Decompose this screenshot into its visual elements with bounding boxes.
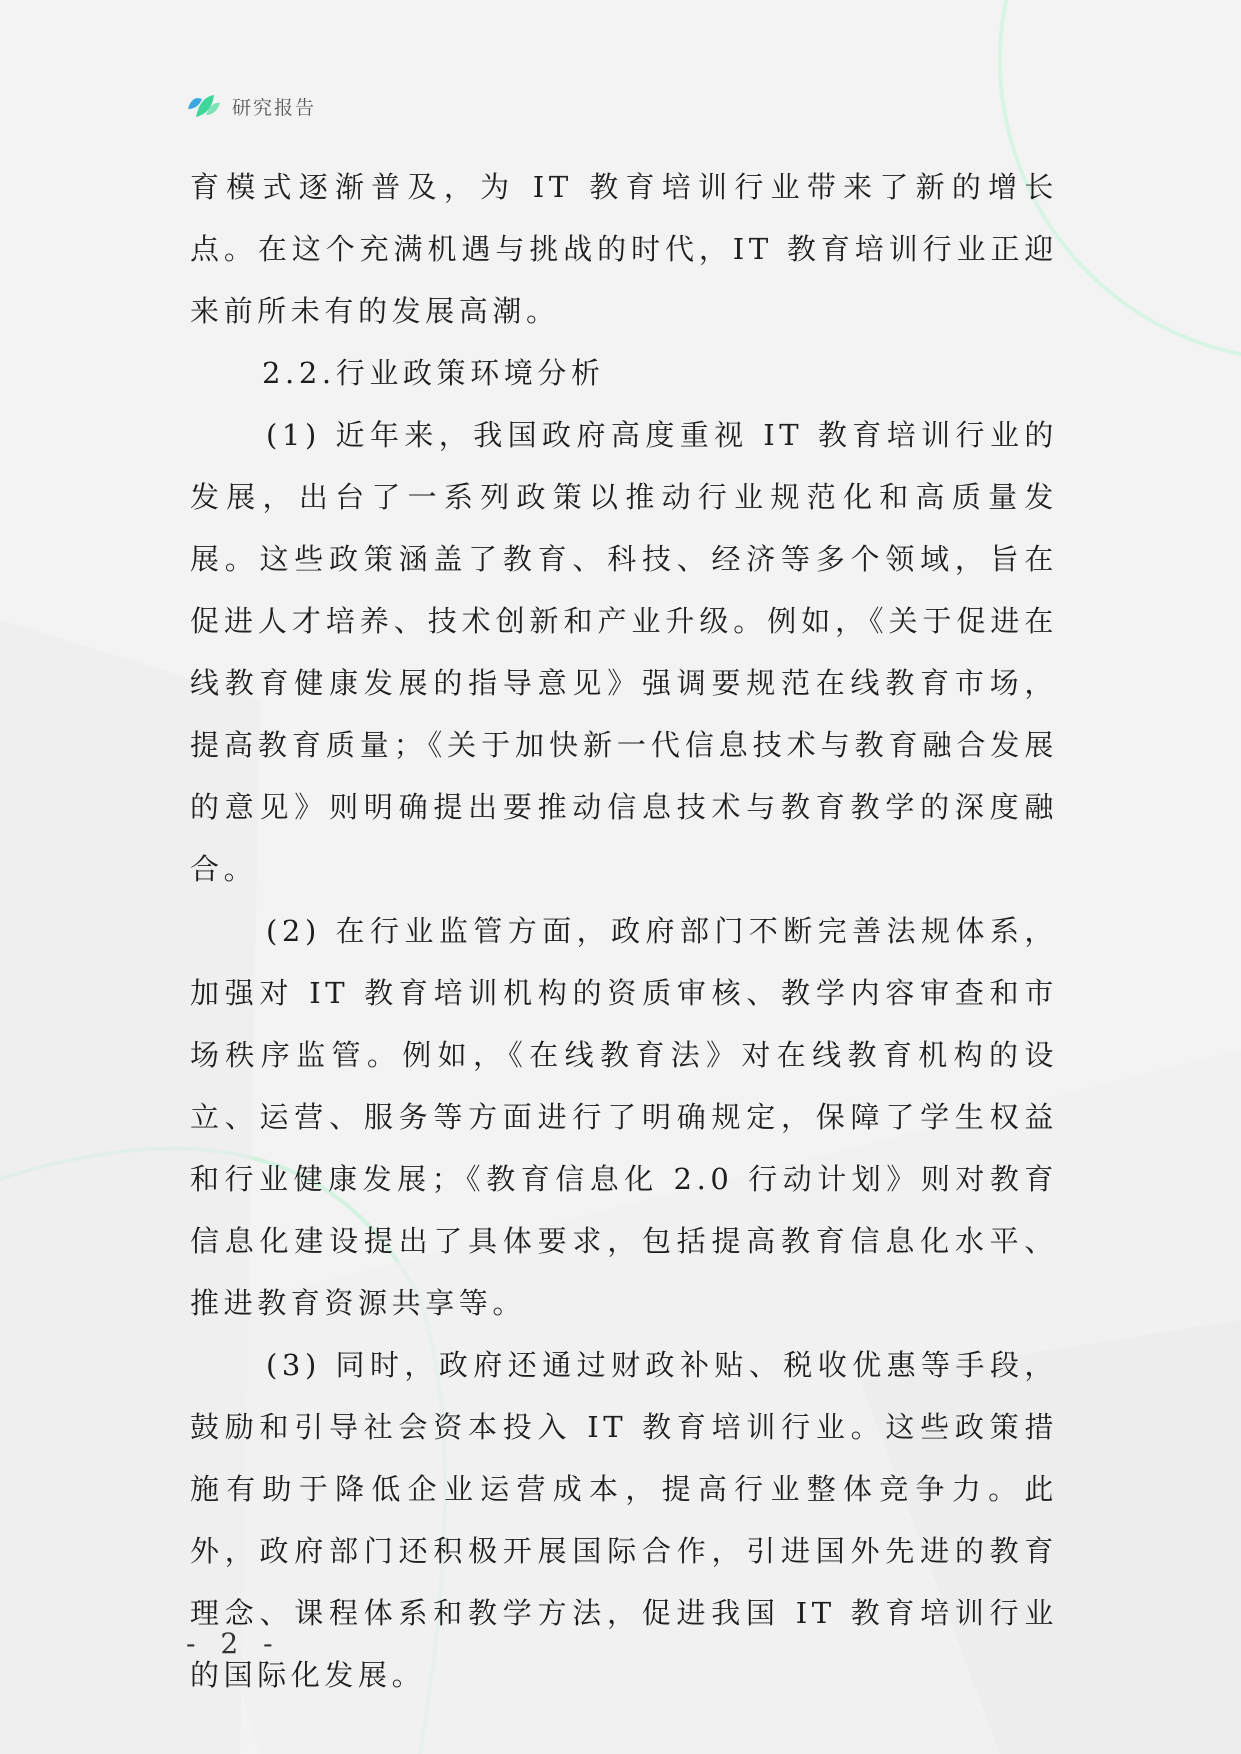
continuation-paragraph: 育模式逐渐普及，为 IT 教育培训行业带来了新的增长点。在这个充满机遇与挑战的时代，IT 教育培训行业正迎来前所未有的发展高潮。 (190, 170, 1058, 328)
report-header-title: 研究报告 (232, 96, 317, 119)
paragraph-3: (3) 同时，政府还通过财政补贴、税收优惠等手段，鼓励和引导社会资本投入 IT 教育培训行业。这些政策措施有助于降低企业运营成本，提高行业整体竞争力。此外，政府部门还积极开展国际合作，引进国外先进的教育理念、课程体系和教学方法，促进我国 IT 教育培训行业的国际化发展。 (190, 1348, 1058, 1692)
document-body (190, 156, 1058, 1706)
brand-leaf-logo-icon (186, 91, 222, 121)
section-heading: 2.2.行业政策环境分析 (262, 356, 605, 390)
paragraph-1: (1) 近年来，我国政府高度重视 IT 教育培训行业的发展，出台了一系列政策以推动行业规范化和高质量发展。这些政策涵盖了教育、科技、经济等多个领域，旨在促进人才培养、技术创新和产业升级。例如，《关于促进在线教育健康发展的指导意见》强调要规范在线教育市场，提高教育质量；《关于加快新一代信息技术与教育融合发展的意见》则明确提出要推动信息技术与教育教学的深度融合。 (190, 418, 1058, 886)
report-header (186, 88, 316, 124)
paragraph-2: (2) 在行业监管方面，政府部门不断完善法规体系，加强对 IT 教育培训机构的资质审核、教学内容审查和市场秩序监管。例如，《在线教育法》对在线教育机构的设立、运营、服务等方面进行了明确规定，保障了学生权益和行业健康发展；《教育信息化 2.0 行动计划》则对教育信息化建设提出了具体要求，包括提高教育信息化水平、推进教育资源共享等。 (190, 914, 1058, 1320)
page-number: - 2 - (186, 1627, 281, 1660)
